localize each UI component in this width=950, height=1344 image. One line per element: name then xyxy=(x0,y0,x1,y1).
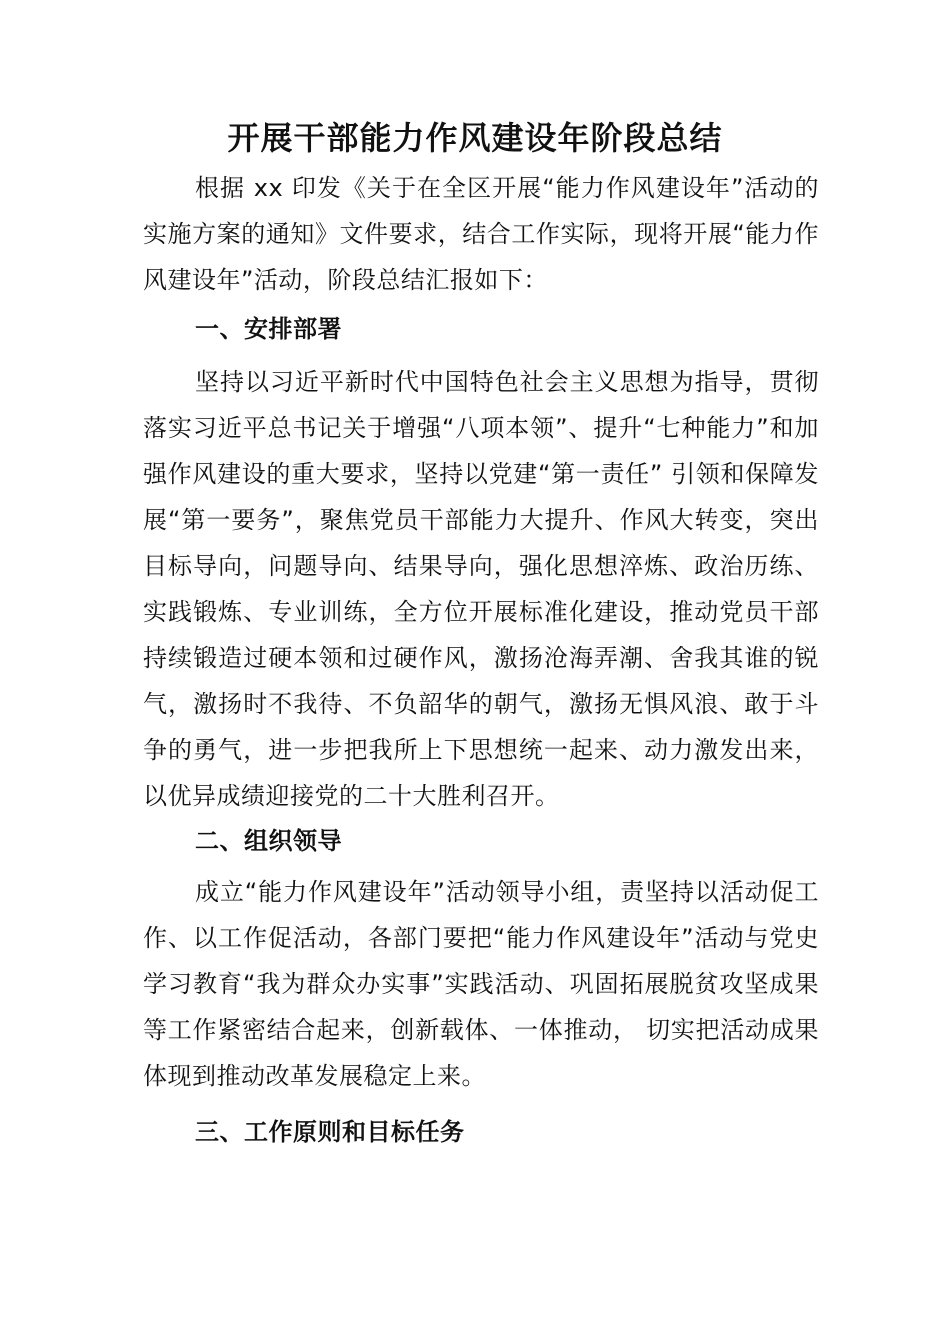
section-heading-leadership: 二、组织领导 xyxy=(195,827,342,855)
intro-paragraph: 根据 xx 印发《关于在全区开展“能力作风建设年”活动的实施方案的通知》文件要求，结合工作实际，现将开展“能力作风建设年”活动，阶段总结汇报如下： xyxy=(143,174,819,294)
section-paragraph-leadership: 成立“能力作风建设年”活动领导小组，责坚持以活动促工作、以工作促活动，各部门要把“能力作风建设年”活动与党史学习教育“我为群众办实事”实践活动、巩固拓展脱贫攻坚成果等工作紧密结合起来，创新载体、一体推动， 切实把活动成果体现到推动改革发展稳定上来。 xyxy=(143,878,819,1090)
document-body xyxy=(143,165,819,1155)
section-paragraph-arrangement: 坚持以习近平新时代中国特色社会主义思想为指导，贯彻落实习近平总书记关于增强“八项本领”、提升“七种能力”和加强作风建设的重大要求，坚持以党建“第一责任” 引领和保障发展“第一要务”，聚焦党员干部能力大提升、作风大转变，突出目标导向，问题导向、结果导向，强化思想淬炼、政治历练、实践锻炼、专业训练，全方位开展标准化建设，推动党员干部持续锻造过硬本领和过硬作风，激扬沧海弄潮、舍我其谁的锐气，激扬时不我待、不负韶华的朝气，激扬无惧风浪、敢于斗争的勇气，进一步把我所上下思想统一起来、动力激发出来，以优异成绩迎接党的二十大胜利召开。 xyxy=(143,368,819,810)
document-title: 开展干部能力作风建设年阶段总结 xyxy=(227,119,723,157)
section-heading-principles: 三、工作原则和目标任务 xyxy=(195,1118,465,1146)
section-heading-arrangement: 一、安排部署 xyxy=(195,315,342,343)
